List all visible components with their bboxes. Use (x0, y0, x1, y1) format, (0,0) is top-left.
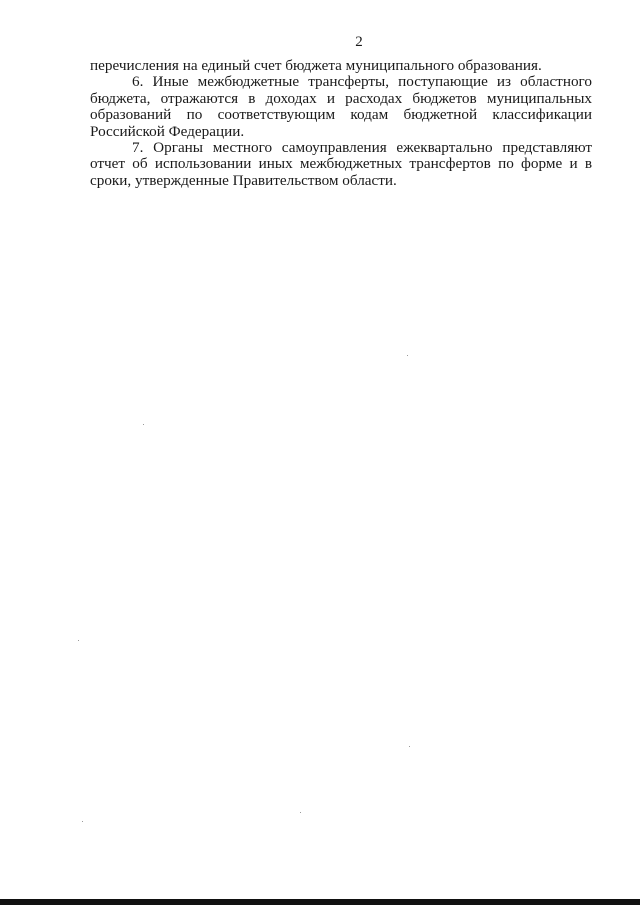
paragraph-continuation: перечисления на единый счет бюджета муниципального образования. (90, 57, 542, 74)
page-number: 2 (355, 34, 363, 50)
scan-speck (300, 812, 301, 813)
document-body (90, 58, 592, 189)
paragraph-item-6: 6. Иные межбюджетные трансферты, поступающие из областного бюджета, отражаются в доходах и расходах бюджетов муниципальных образований по соответствующим кодам бюджетной классификации Российской Федерации. (90, 73, 592, 140)
scan-speck (82, 821, 83, 822)
scan-speck (409, 746, 410, 747)
scan-bottom-edge (0, 899, 640, 905)
paragraph-item-7: 7. Органы местного самоуправления ежеквартально представляют отчет об использовании иных межбюджетных трансфертов по форме и в сроки, утвержденные Правительством области. (90, 139, 592, 189)
scan-speck (407, 355, 408, 356)
scan-speck (143, 424, 144, 425)
scan-speck (78, 640, 79, 641)
